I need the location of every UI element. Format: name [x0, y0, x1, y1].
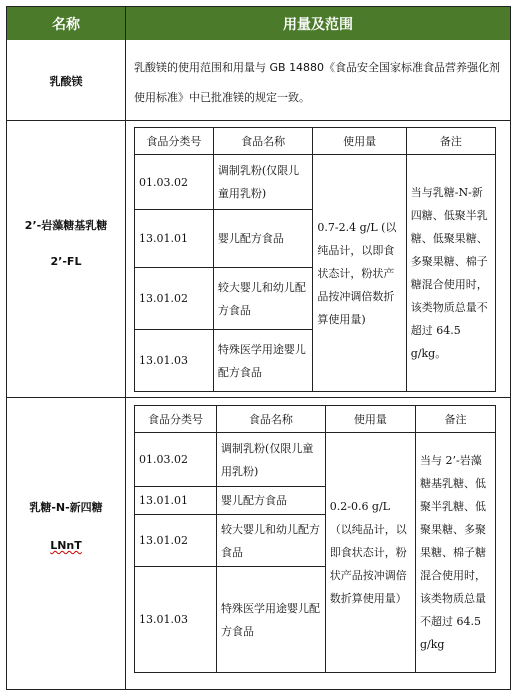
food-name: 婴儿配方食品: [217, 487, 326, 515]
usage-table-2fl: [134, 127, 496, 392]
column-divider: [125, 40, 126, 689]
table-header: [7, 7, 510, 40]
food-code: 13.01.02: [135, 515, 217, 567]
food-code: 01.03.02: [135, 433, 217, 487]
remark: 当与 2’-岩藻糖基乳糖、低聚半乳糖、低聚果糖、多聚果糖、棉子糖混合使用时，该类物质总量不超过 64.5 g/kg: [415, 433, 495, 673]
food-code: 13.01.02: [135, 268, 214, 330]
inner-header-remark: 备注: [415, 406, 495, 433]
inner-header-code: 食品分类号: [135, 128, 214, 155]
table-row: [135, 433, 496, 487]
row-usage-text: 乳酸镁的使用范围和用量与 GB 14880《食品安全国家标准食品营养强化剂使用标准》中已批准镁的规定一致。: [134, 61, 501, 104]
food-name: 婴儿配方食品: [213, 210, 313, 268]
row-divider: [7, 120, 510, 121]
header-usage: 用量及范围: [283, 16, 353, 33]
inner-header-row: [135, 406, 496, 433]
usage-amount: 0.2-0.6 g/L （以纯品计，以即食状态计，粉状产品按冲调倍数折算使用量）: [325, 433, 415, 673]
row-name-lnnt: 乳糖-N-新四糖: [29, 501, 103, 514]
table-row: [135, 155, 496, 210]
header-name: 名称: [7, 7, 126, 40]
food-name: 特殊医学用途婴儿配方食品: [217, 567, 326, 673]
food-name: 调制乳粉(仅限儿童用乳粉): [217, 433, 326, 487]
row-name-magnesium-lactate: 乳酸镁: [49, 75, 83, 88]
inner-header-code: 食品分类号: [135, 406, 217, 433]
inner-header-amount: 使用量: [313, 128, 406, 155]
food-name: 较大婴儿和幼儿配方食品: [213, 268, 313, 330]
food-code: 13.01.01: [135, 487, 217, 515]
row-abbr-2fl: 2’-FL: [50, 255, 82, 268]
main-table: [6, 6, 511, 690]
inner-header-food: 食品名称: [213, 128, 313, 155]
food-name: 特殊医学用途婴儿配方食品: [213, 330, 313, 392]
food-code: 13.01.03: [135, 567, 217, 673]
food-code: 13.01.03: [135, 330, 214, 392]
row-abbr-lnnt-wrap: [7, 539, 125, 552]
food-code: 13.01.01: [135, 210, 214, 268]
inner-header-row: [135, 128, 496, 155]
usage-table-lnnt: [134, 405, 496, 673]
food-name: 调制乳粉(仅限儿童用乳粉): [213, 155, 313, 210]
food-code: 01.03.02: [135, 155, 214, 210]
row-abbr-lnnt: LNnT: [50, 539, 82, 552]
inner-header-food: 食品名称: [217, 406, 326, 433]
inner-header-remark: 备注: [406, 128, 495, 155]
inner-header-amount: 使用量: [325, 406, 415, 433]
food-name: 较大婴儿和幼儿配方食品: [217, 515, 326, 567]
row-divider: [7, 397, 510, 398]
usage-amount: 0.7-2.4 g/L (以纯品计，以即食状态计，粉状产品按冲调倍数折算使用量): [313, 155, 406, 392]
remark: 当与乳糖-N-新四糖、低聚半乳糖、低聚果糖、多聚果糖、棉子糖混合使用时，该类物质总量不超过 64.5 g/kg。: [406, 155, 495, 392]
row-name-2fl: 2’-岩藻糖基乳糖: [24, 219, 108, 232]
